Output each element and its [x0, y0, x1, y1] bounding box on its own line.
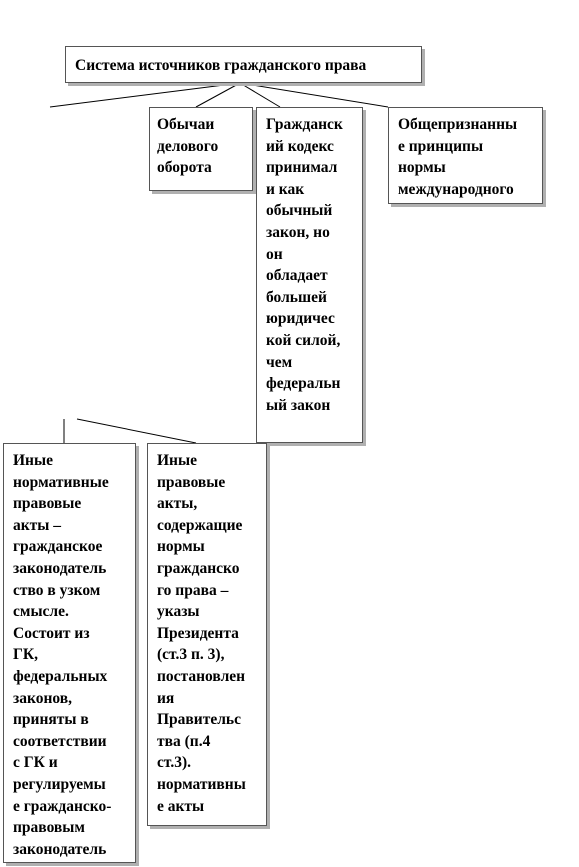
other-normative-text-line: регулируемы	[13, 775, 106, 793]
connector-branch-other-acts	[77, 419, 196, 443]
other-acts-text-line: правовые	[157, 473, 226, 491]
gk-text-line: федеральн	[266, 375, 341, 393]
other-normative-text-line: федеральных	[13, 667, 108, 685]
gk-text-line: кой силой,	[266, 331, 341, 349]
other-normative-text-line: законодатель	[13, 559, 107, 577]
other-acts-text-line: постановлен	[157, 667, 246, 685]
other-normative-text-line: смысле.	[13, 603, 69, 621]
other-acts-text-line: Президента	[157, 624, 239, 642]
other-normative-text-line: акты –	[13, 516, 62, 534]
root-label: Система источников гражданского права	[75, 57, 367, 74]
other-acts-text-line: нормы	[157, 538, 205, 556]
other-normative-text-line: законодатель	[13, 840, 107, 858]
other-normative-text-line: ство в узком	[13, 581, 101, 599]
other-acts-text-line: содержащие	[157, 516, 243, 534]
other-acts-text-line: (ст.3 п. 3),	[157, 646, 225, 664]
gk-text-line: обычный	[266, 202, 333, 220]
other-acts-text-line: тва (п.4	[157, 732, 211, 750]
gk-text-line: он	[266, 245, 283, 263]
other-normative-text-line: с ГК и	[13, 754, 58, 772]
gk-text-line: чем	[266, 353, 293, 371]
other-acts-text-line: ия	[157, 689, 175, 707]
connector-root-intl	[240, 83, 388, 107]
customs-text-line: делового	[157, 137, 219, 155]
gk-text-line: большей	[266, 288, 327, 306]
other-normative-text-line: нормативные	[13, 473, 109, 491]
other-normative-text-line: Иные	[13, 452, 53, 469]
gk-text-line: ый закон	[266, 396, 331, 414]
gk-text-line: закон, но	[266, 223, 330, 241]
other-acts-text-line: гражданско	[157, 559, 240, 577]
other-normative-text-line: гражданское	[13, 538, 103, 556]
other-normative-text-line: ГК,	[13, 646, 38, 664]
other-acts-text-line: Правительс	[157, 711, 241, 729]
gk-text-line: юридичес	[266, 310, 335, 328]
other-normative-text-line: Состоит из	[13, 624, 90, 642]
gk-text-line: Гражданск	[266, 116, 343, 133]
root-node-civil-law-sources	[65, 46, 422, 83]
gk-text-line: и как	[266, 180, 305, 198]
other-normative-text-line: е гражданско-	[13, 797, 112, 815]
other-normative-text-line: правовым	[13, 819, 85, 837]
intl-text-line: Общепризнанны	[398, 116, 518, 133]
connector-root-customs	[196, 83, 240, 107]
other-acts-text-line: акты,	[157, 495, 198, 513]
other-normative-text-line: соответствии	[13, 732, 107, 750]
other-normative-text-line: законов,	[13, 689, 72, 707]
other-acts-text-line: е акты	[157, 797, 205, 815]
customs-text-line: Обычаи	[157, 116, 215, 133]
other-acts-text-line: Иные	[157, 452, 197, 469]
other-acts-text-line: ст.3).	[157, 754, 191, 772]
node-international-principles	[388, 107, 543, 204]
node-other-normative-acts	[3, 443, 136, 863]
node-civil-code	[256, 107, 363, 443]
other-acts-text-line: указы	[157, 603, 200, 621]
other-normative-text-line: приняты в	[13, 711, 89, 729]
intl-text-line: е принципы	[398, 137, 484, 155]
gk-text-line: принимал	[266, 159, 338, 177]
node-business-customs	[149, 107, 253, 191]
intl-text-line: международного	[398, 180, 514, 198]
gk-text-line: обладает	[266, 267, 328, 285]
other-acts-text-line: го права –	[157, 581, 229, 599]
customs-text-line: оборота	[157, 159, 212, 177]
other-acts-text-line: нормативны	[157, 775, 246, 793]
other-normative-text-line: правовые	[13, 495, 82, 513]
node-other-legal-acts	[147, 443, 267, 826]
intl-text-line: нормы	[398, 159, 446, 177]
gk-text-line: ий кодекс	[266, 137, 334, 155]
connector-root-left	[50, 83, 240, 107]
